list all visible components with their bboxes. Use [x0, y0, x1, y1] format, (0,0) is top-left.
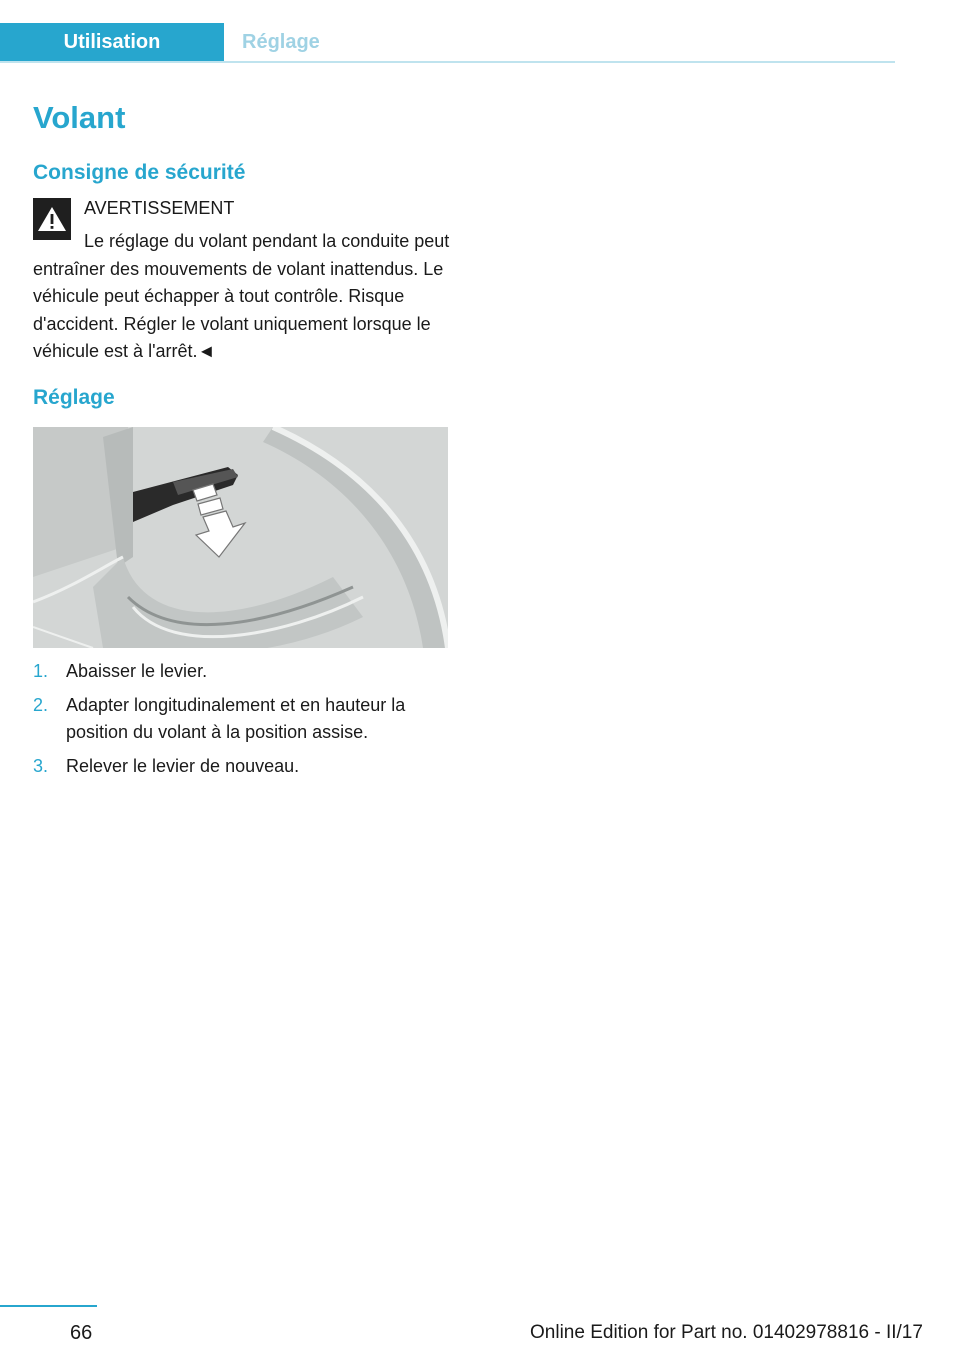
tab-reglage[interactable] — [242, 23, 320, 61]
page-number: 66 — [70, 1322, 93, 1344]
step-number: 2. — [33, 695, 49, 715]
edition-text: Online Edition for Part no. 01402978816 - II/17 — [530, 1322, 923, 1343]
warning-label: AVERTISSEMENT — [84, 198, 235, 218]
safety-heading: Consigne de sécurité — [33, 161, 246, 184]
step-number: 3. — [33, 756, 49, 776]
tab-utilisation-label: Utilisation — [63, 30, 161, 53]
tab-reglage-label: Réglage — [242, 30, 320, 53]
list-item — [33, 753, 453, 780]
list-item — [33, 658, 453, 685]
step-number: 1. — [33, 661, 49, 681]
list-item — [33, 692, 453, 746]
warning-text: Le réglage du volant pendant la conduite peut entraîner des mouvements de volant inattendus. Le véhicule peut échapper à tout contrôle. Risque d'accident. Régler le volant uniquement lorsque le véhicule est à l'arrêt.◄ — [33, 231, 450, 361]
tab-utilisation[interactable] — [0, 23, 224, 61]
header-bar — [0, 23, 895, 63]
footer-rule — [0, 1305, 97, 1307]
step-text: Adapter longitudinalement et en hauteur la position du volant à la position assise. — [66, 695, 406, 742]
steps-list — [33, 658, 453, 787]
steering-lever-illustration — [33, 427, 448, 648]
step-text: Abaisser le levier. — [66, 661, 208, 681]
adjust-heading: Réglage — [33, 386, 115, 409]
step-text: Relever le levier de nouveau. — [66, 756, 300, 776]
page-title: Volant — [33, 100, 126, 135]
